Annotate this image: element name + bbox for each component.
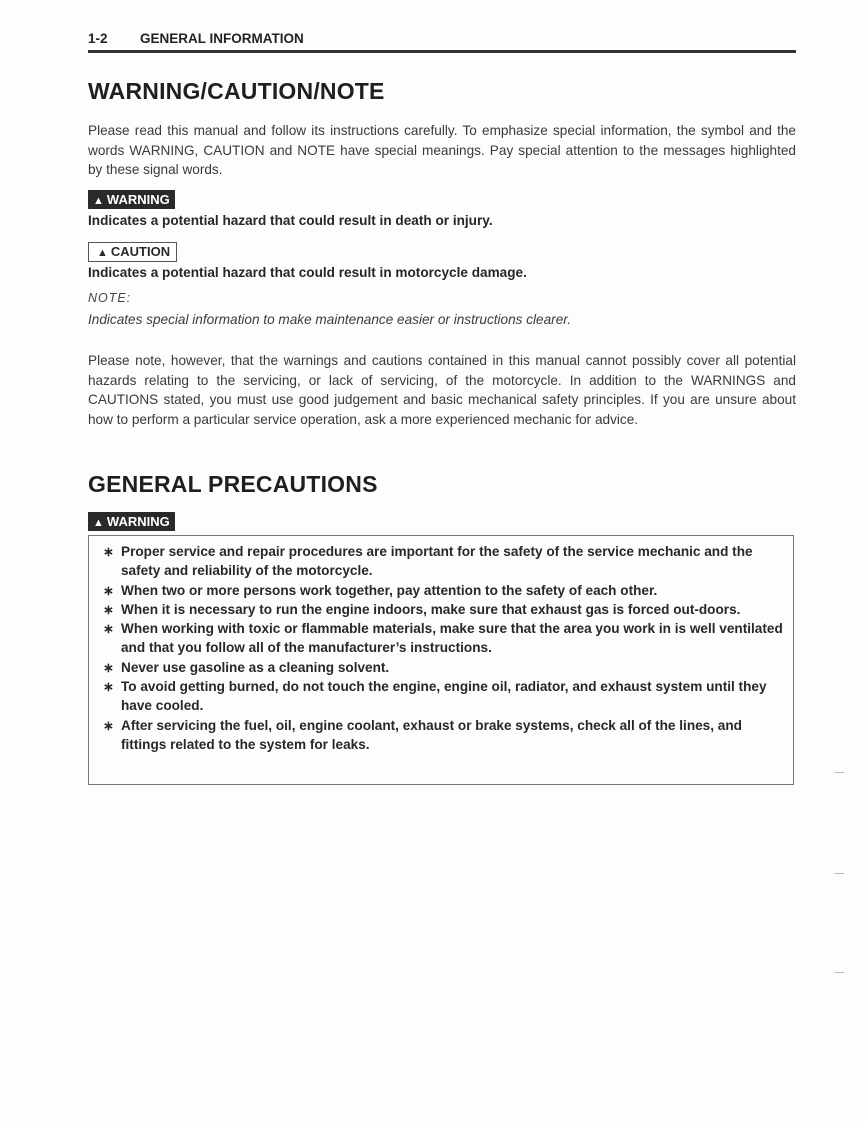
precautions-warning-label-text: WARNING [106,514,170,529]
caution-description: Indicates a potential hazard that could result in motorcycle damage. [88,265,527,280]
note-label: NOTE: [88,291,132,305]
scan-edge-mark [834,873,844,874]
precautions-warning-box [88,535,794,785]
list-item: ∗ Never use gasoline as a cleaning solvent. [103,658,783,677]
asterisk-bullet-icon: ∗ [103,621,114,637]
asterisk-bullet-icon: ∗ [103,659,114,675]
note-description: Indicates special information to make maintenance easier or instructions clearer. [88,312,572,327]
intro-paragraph: Please read this manual and follow its instructions carefully. To emphasize special information, the symbol and the words WARNING, CAUTION and NOTE have special meanings. Pay special attention to the messages highlighted by these signal words. [88,123,796,178]
caution-triangle-icon: ▲ [97,247,108,259]
page-header [88,31,796,53]
list-item: ∗ When working with toxic or flammable materials, make sure that the area you work in is well ventilated and that you follow all of the manufacturer’s instructions. [103,621,783,656]
precautions-list [103,542,783,754]
warning-label-text: WARNING [106,192,170,207]
body-paragraph: Please note, however, that the warnings and cautions contained in this manual cannot possibly cover all potential hazards relating to the servicing, or lack of servicing, of the motorcycle. In addition to the WARNINGS and CAUTIONS stated, you must use good judgement and basic mechanical safety principles. If you are unsure about how to perform a particular service operation, ask a more experienced mechanic for advice. [88,353,796,428]
scan-edge-mark [834,772,844,773]
page-number: 1-2 [88,31,108,46]
asterisk-bullet-icon: ∗ [103,717,114,733]
caution-signal-label [88,242,177,262]
list-item: ∗ After servicing the fuel, oil, engine coolant, exhaust or brake systems, check all of the lines, and fittings related to the system for leaks. [103,717,742,752]
caution-label-text: CAUTION [110,244,171,259]
asterisk-bullet-icon: ∗ [103,544,114,559]
asterisk-bullet-icon: ∗ [103,679,114,695]
list-item: ∗ Proper service and repair procedures are important for the safety of the service mechanic and the safety and reliability of the motorcycle. [103,544,753,579]
warning-triangle-icon: ▲ [93,517,104,529]
precautions-warning-signal-label [88,512,175,531]
list-item: ∗ When it is necessary to run the engine indoors, make sure that exhaust gas is forced out-doors. [103,600,783,619]
section-title-general-precautions: GENERAL PRECAUTIONS [88,471,378,497]
warning-triangle-icon: ▲ [93,195,104,207]
asterisk-bullet-icon: ∗ [103,601,114,617]
list-item: ∗ When two or more persons work together, pay attention to the safety of each other. [103,581,783,600]
warning-description: Indicates a potential hazard that could result in death or injury. [88,213,493,228]
list-item: ∗ To avoid getting burned, do not touch the engine, engine oil, radiator, and exhaust system until they have cooled. [103,679,767,714]
warning-signal-label [88,190,175,209]
section-title-warning-caution-note: WARNING/CAUTION/NOTE [88,78,385,104]
section-header-title: GENERAL INFORMATION [140,31,304,46]
scan-edge-mark [834,972,844,973]
asterisk-bullet-icon: ∗ [103,582,114,598]
